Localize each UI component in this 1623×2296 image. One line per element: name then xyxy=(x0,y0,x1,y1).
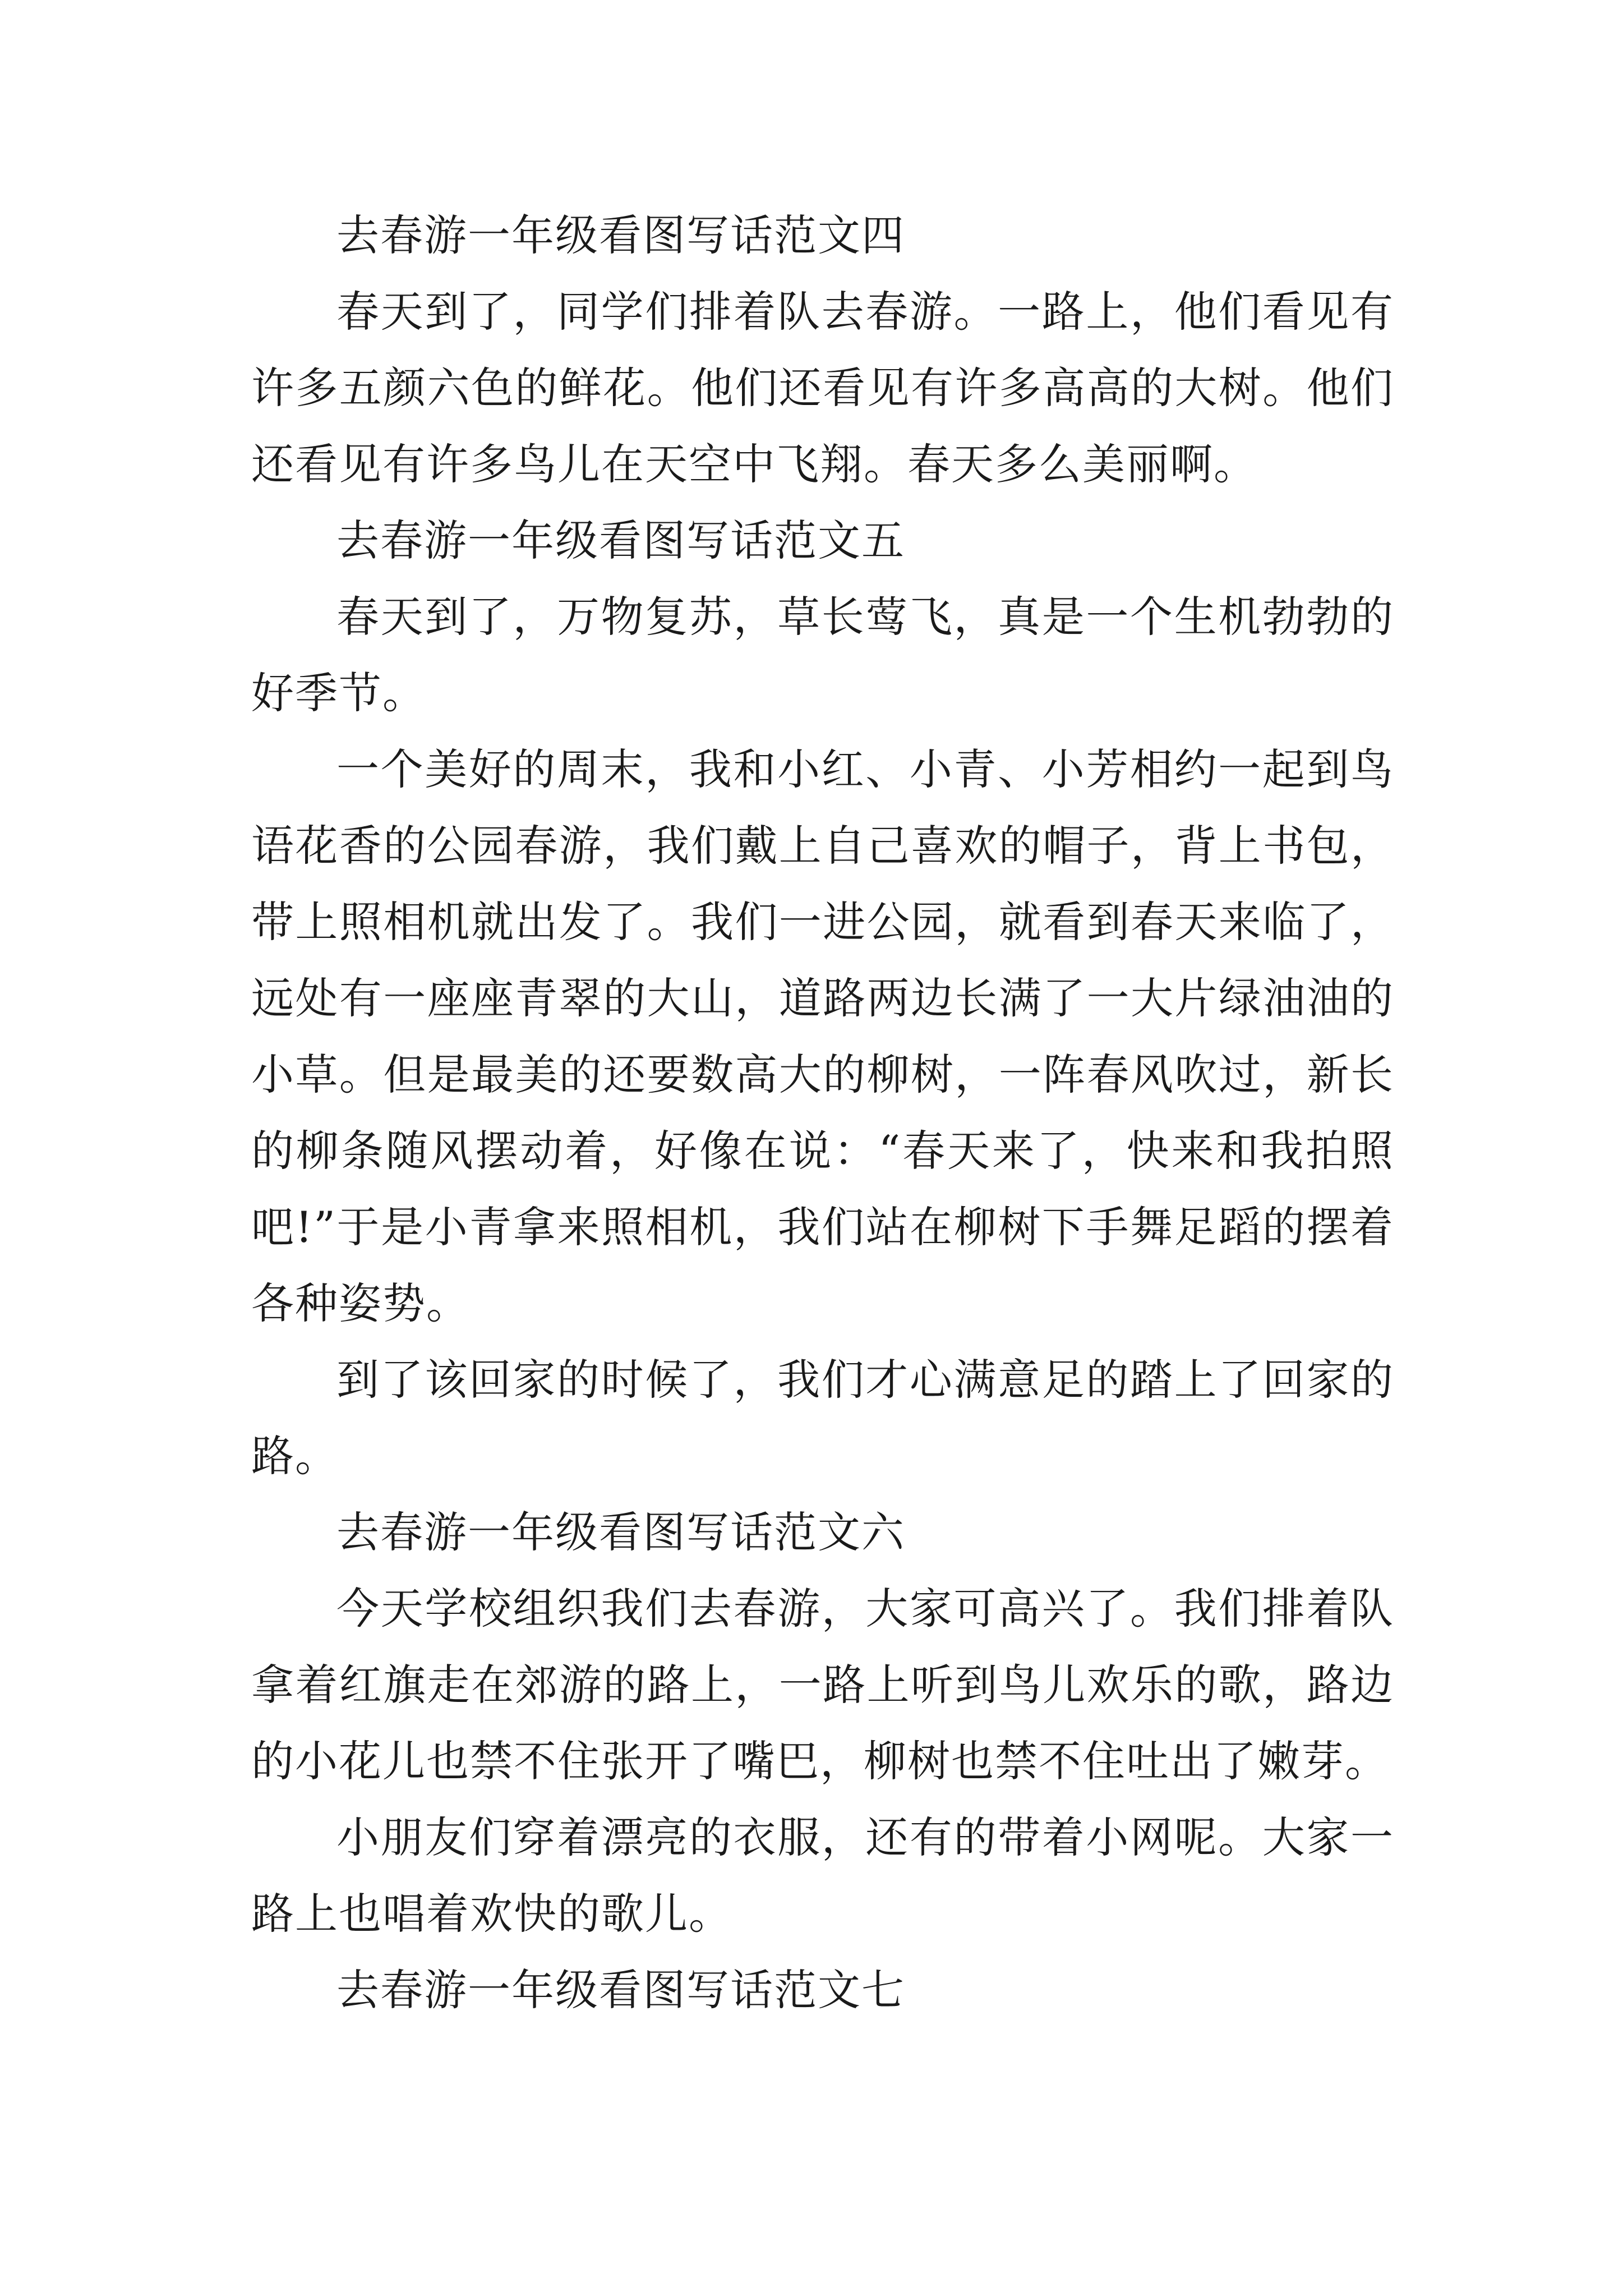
paragraph: 到了该回家的时候了，我们才心满意足的踏上了回家的路。 xyxy=(251,1355,1394,1481)
section-heading-6: 去春游一年级看图写话范文六 xyxy=(336,1507,905,1557)
paragraph: 今天学校组织我们去春游，大家可高兴了。我们排着队拿着红旗走在郊游的路上，一路上听到鸟儿欢乐的歌，路边的小花儿也禁不住张开了嘴巴，柳树也禁不住吐出了嫩芽。 xyxy=(251,1584,1394,1786)
section-4 xyxy=(251,274,1394,503)
document-body xyxy=(251,197,1394,2028)
section-heading-7: 去春游一年级看图写话范文七 xyxy=(336,1965,905,2015)
paragraph: 春天到了，同学们排着队去春游。一路上，他们看见有许多五颜六色的鲜花。他们还看见有许多高高的大树。他们还看见有许多鸟儿在天空中飞翔。春天多么美丽啊。 xyxy=(251,287,1394,489)
paragraph: 春天到了，万物复苏，草长莺飞，真是一个生机勃勃的好季节。 xyxy=(251,592,1394,718)
section-5 xyxy=(251,579,1394,1494)
section-6 xyxy=(251,1571,1394,1952)
paragraph: 一个美好的周末，我和小红、小青、小芳相约一起到鸟语花香的公园春游，我们戴上自己喜欢的帽子，背上书包，带上照相机就出发了。我们一进公园，就看到春天来临了，远处有一座座青翠的大山，道路两边长满了一大片绿油油的小草。但是最美的还要数高大的柳树，一阵春风吹过，新长的柳条随风摆动着，好像在说：“春天来了，快来和我拍照吧!”于是小青拿来照相机，我们站在柳树下手舞足蹈的摆着各种姿势。 xyxy=(251,744,1394,1328)
paragraph: 小朋友们穿着漂亮的衣服，还有的带着小网呢。大家一路上也唱着欢快的歌儿。 xyxy=(251,1812,1394,1939)
section-heading-5: 去春游一年级看图写话范文五 xyxy=(336,516,905,565)
section-heading-4: 去春游一年级看图写话范文四 xyxy=(336,210,905,260)
